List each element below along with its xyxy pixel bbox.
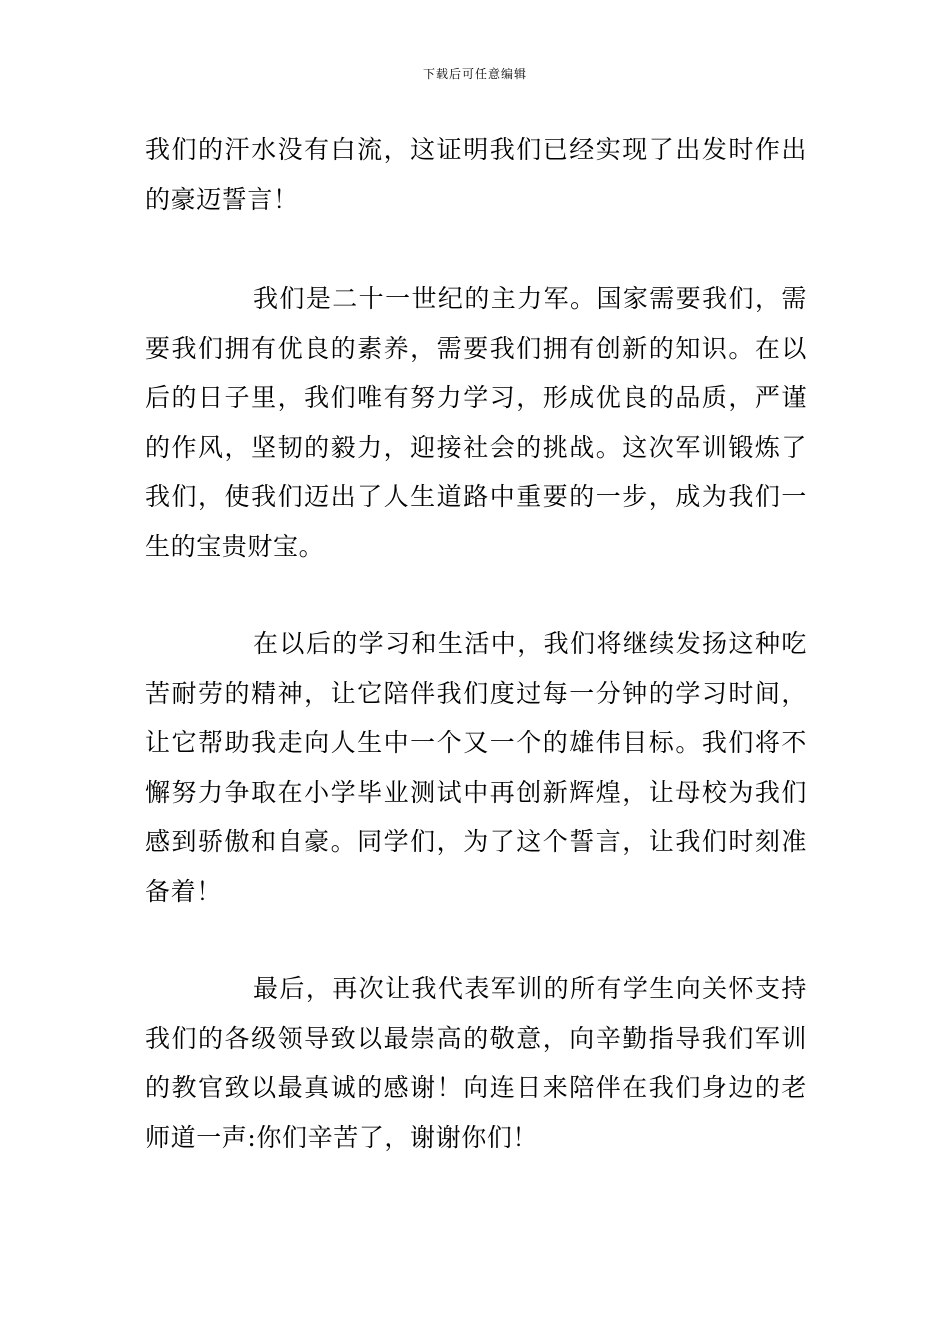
paragraph-1: 我们的汗水没有白流，这证明我们已经实现了出发时作出的豪迈誓言！	[145, 135, 807, 214]
document-body	[145, 125, 807, 1162]
paragraph-4: 最后，再次让我代表军训的所有学生向关怀支持我们的各级领导致以最崇高的敬意，向辛勤指导我们军训的教官致以最真诚的感谢！向连日来陪伴在我们身边的老师道一声:你们辛苦了，谢谢你们！	[145, 974, 807, 1152]
paragraph-3: 在以后的学习和生活中，我们将继续发扬这种吃苦耐劳的精神，让它陪伴我们度过每一分钟的学习时间，让它帮助我走向人生中一个又一个的雄伟目标。我们将不懈努力争取在小学毕业测试中再创新辉煌，让母校为我们感到骄傲和自豪。同学们，为了这个誓言，让我们时刻准备着！	[145, 629, 807, 906]
paragraph-2: 我们是二十一世纪的主力军。国家需要我们，需要我们拥有优良的素养，需要我们拥有创新的知识。在以后的日子里，我们唯有努力学习，形成优良的品质，严谨的作风，坚韧的毅力，迎接社会的挑战。这次军训锻炼了我们，使我们迈出了人生道路中重要的一步，成为我们一生的宝贵财宝。	[145, 284, 807, 561]
page-header: 下载后可任意编辑	[422, 67, 527, 81]
